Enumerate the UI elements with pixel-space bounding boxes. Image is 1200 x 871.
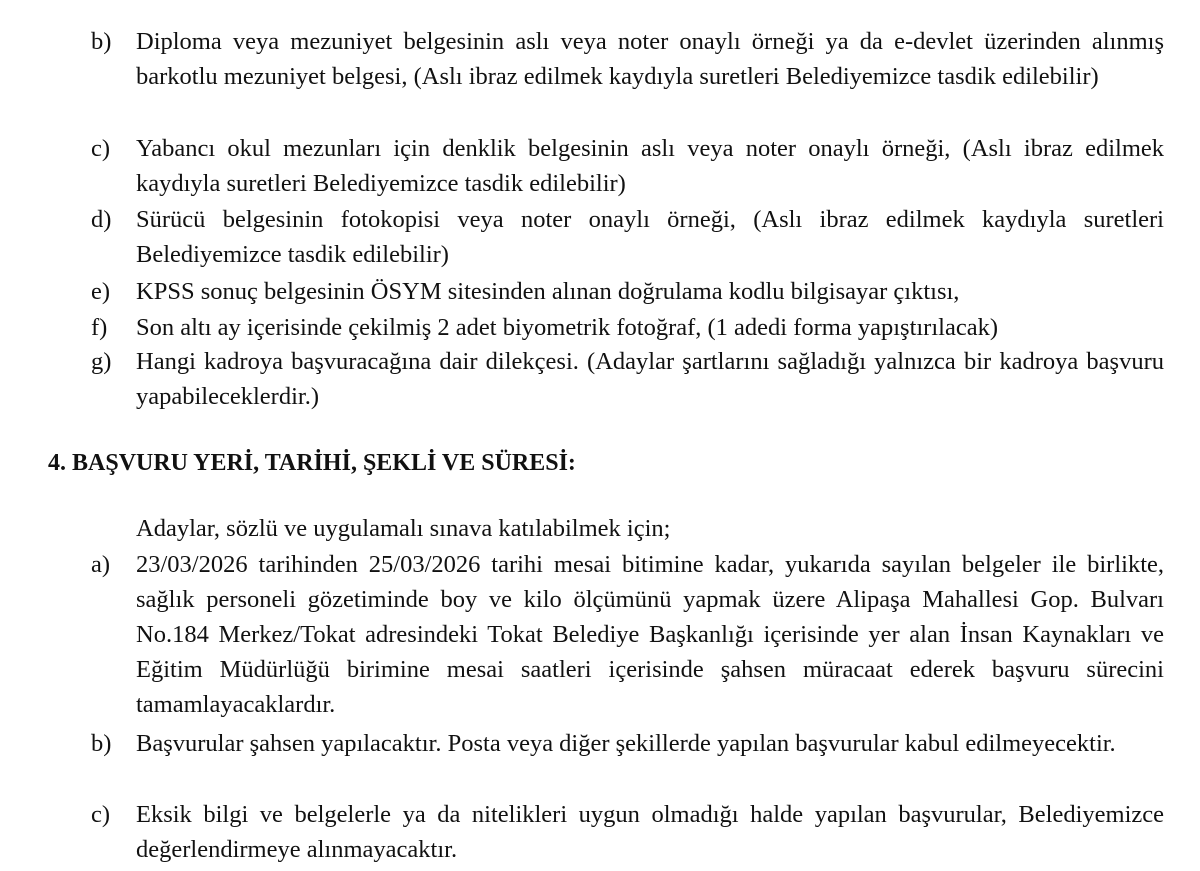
list-item-f bbox=[91, 310, 1164, 345]
list-item-text: Başvurular şahsen yapılacaktır. Posta veya diğer şekillerde yapılan başvurular kabul edilmeyecektir. bbox=[136, 730, 1116, 757]
list-item-text: Hangi kadroya başvuracağına dair dilekçesi. (Adaylar şartlarını sağladığı yalnızca bir kadroya başvuru yapabileceklerdir.) bbox=[136, 348, 1164, 410]
section-item-c bbox=[91, 797, 1164, 867]
list-item-b bbox=[91, 24, 1164, 94]
list-item-e bbox=[91, 274, 1164, 309]
list-item-label: a) bbox=[91, 551, 111, 578]
section-heading: 4. BAŞVURU YERİ, TARİHİ, ŞEKLİ VE SÜRESİ: bbox=[48, 450, 576, 476]
list-item-label: c) bbox=[91, 135, 111, 162]
list-item-text: Yabancı okul mezunları için denklik belgesinin aslı veya noter onaylı örneği, (Aslı ibraz edilmek kaydıyla suretleri Belediyemizce tasdik edilebilir) bbox=[136, 135, 1164, 197]
list-item-text: 23/03/2026 tarihinden 25/03/2026 tarihi mesai bitimine kadar, yukarıda sayılan belgeler ile birlikte, sağlık personeli gözetiminde boy ve kilo ölçümünü yapmak üzere Alipaşa Mahallesi Gop. Bulvarı No.184 Merkez/Tokat adresindeki Tokat Belediye Başkanlığı içerisinde yer alan İnsan Kaynakları ve Eğitim Müdürlüğü birimine mesai saatleri içerisinde şahsen müracaat ederek başvuru sürecini tamamlayacaklardır. bbox=[136, 551, 1164, 718]
list-item-label: b) bbox=[91, 730, 112, 757]
list-item-label: f) bbox=[91, 314, 108, 341]
list-item-text: Diploma veya mezuniyet belgesinin aslı veya noter onaylı örneği ya da e-devlet üzerinden alınmış barkotlu mezuniyet belgesi, (Aslı ibraz edilmek kaydıyla suretleri Belediyemizce tasdik edilebilir) bbox=[136, 28, 1164, 90]
list-item-label: b) bbox=[91, 28, 112, 55]
list-item-text: Eksik bilgi ve belgelerle ya da nitelikleri uygun olmadığı halde yapılan başvurular, Belediyemizce değerlendirmeye alınmayacaktır. bbox=[136, 801, 1164, 863]
list-item-label: c) bbox=[91, 801, 111, 828]
list-item-label: e) bbox=[91, 278, 111, 305]
list-item-g bbox=[91, 344, 1164, 414]
list-item-label: g) bbox=[91, 348, 112, 375]
list-item-text: Sürücü belgesinin fotokopisi veya noter onaylı örneği, (Aslı ibraz edilmek kaydıyla suretleri Belediyemizce tasdik edilebilir) bbox=[136, 206, 1164, 268]
list-item-label: d) bbox=[91, 206, 112, 233]
list-item-c bbox=[91, 131, 1164, 201]
list-item-text: KPSS sonuç belgesinin ÖSYM sitesinden alınan doğrulama kodlu bilgisayar çıktısı, bbox=[136, 278, 960, 305]
section-item-b bbox=[91, 726, 1164, 761]
list-item-d bbox=[91, 202, 1164, 272]
section-item-a bbox=[91, 547, 1164, 722]
list-item-text: Son altı ay içerisinde çekilmiş 2 adet biyometrik fotoğraf, (1 adedi forma yapıştırılacak) bbox=[136, 314, 998, 341]
section-intro: Adaylar, sözlü ve uygulamalı sınava katılabilmek için; bbox=[136, 515, 671, 542]
